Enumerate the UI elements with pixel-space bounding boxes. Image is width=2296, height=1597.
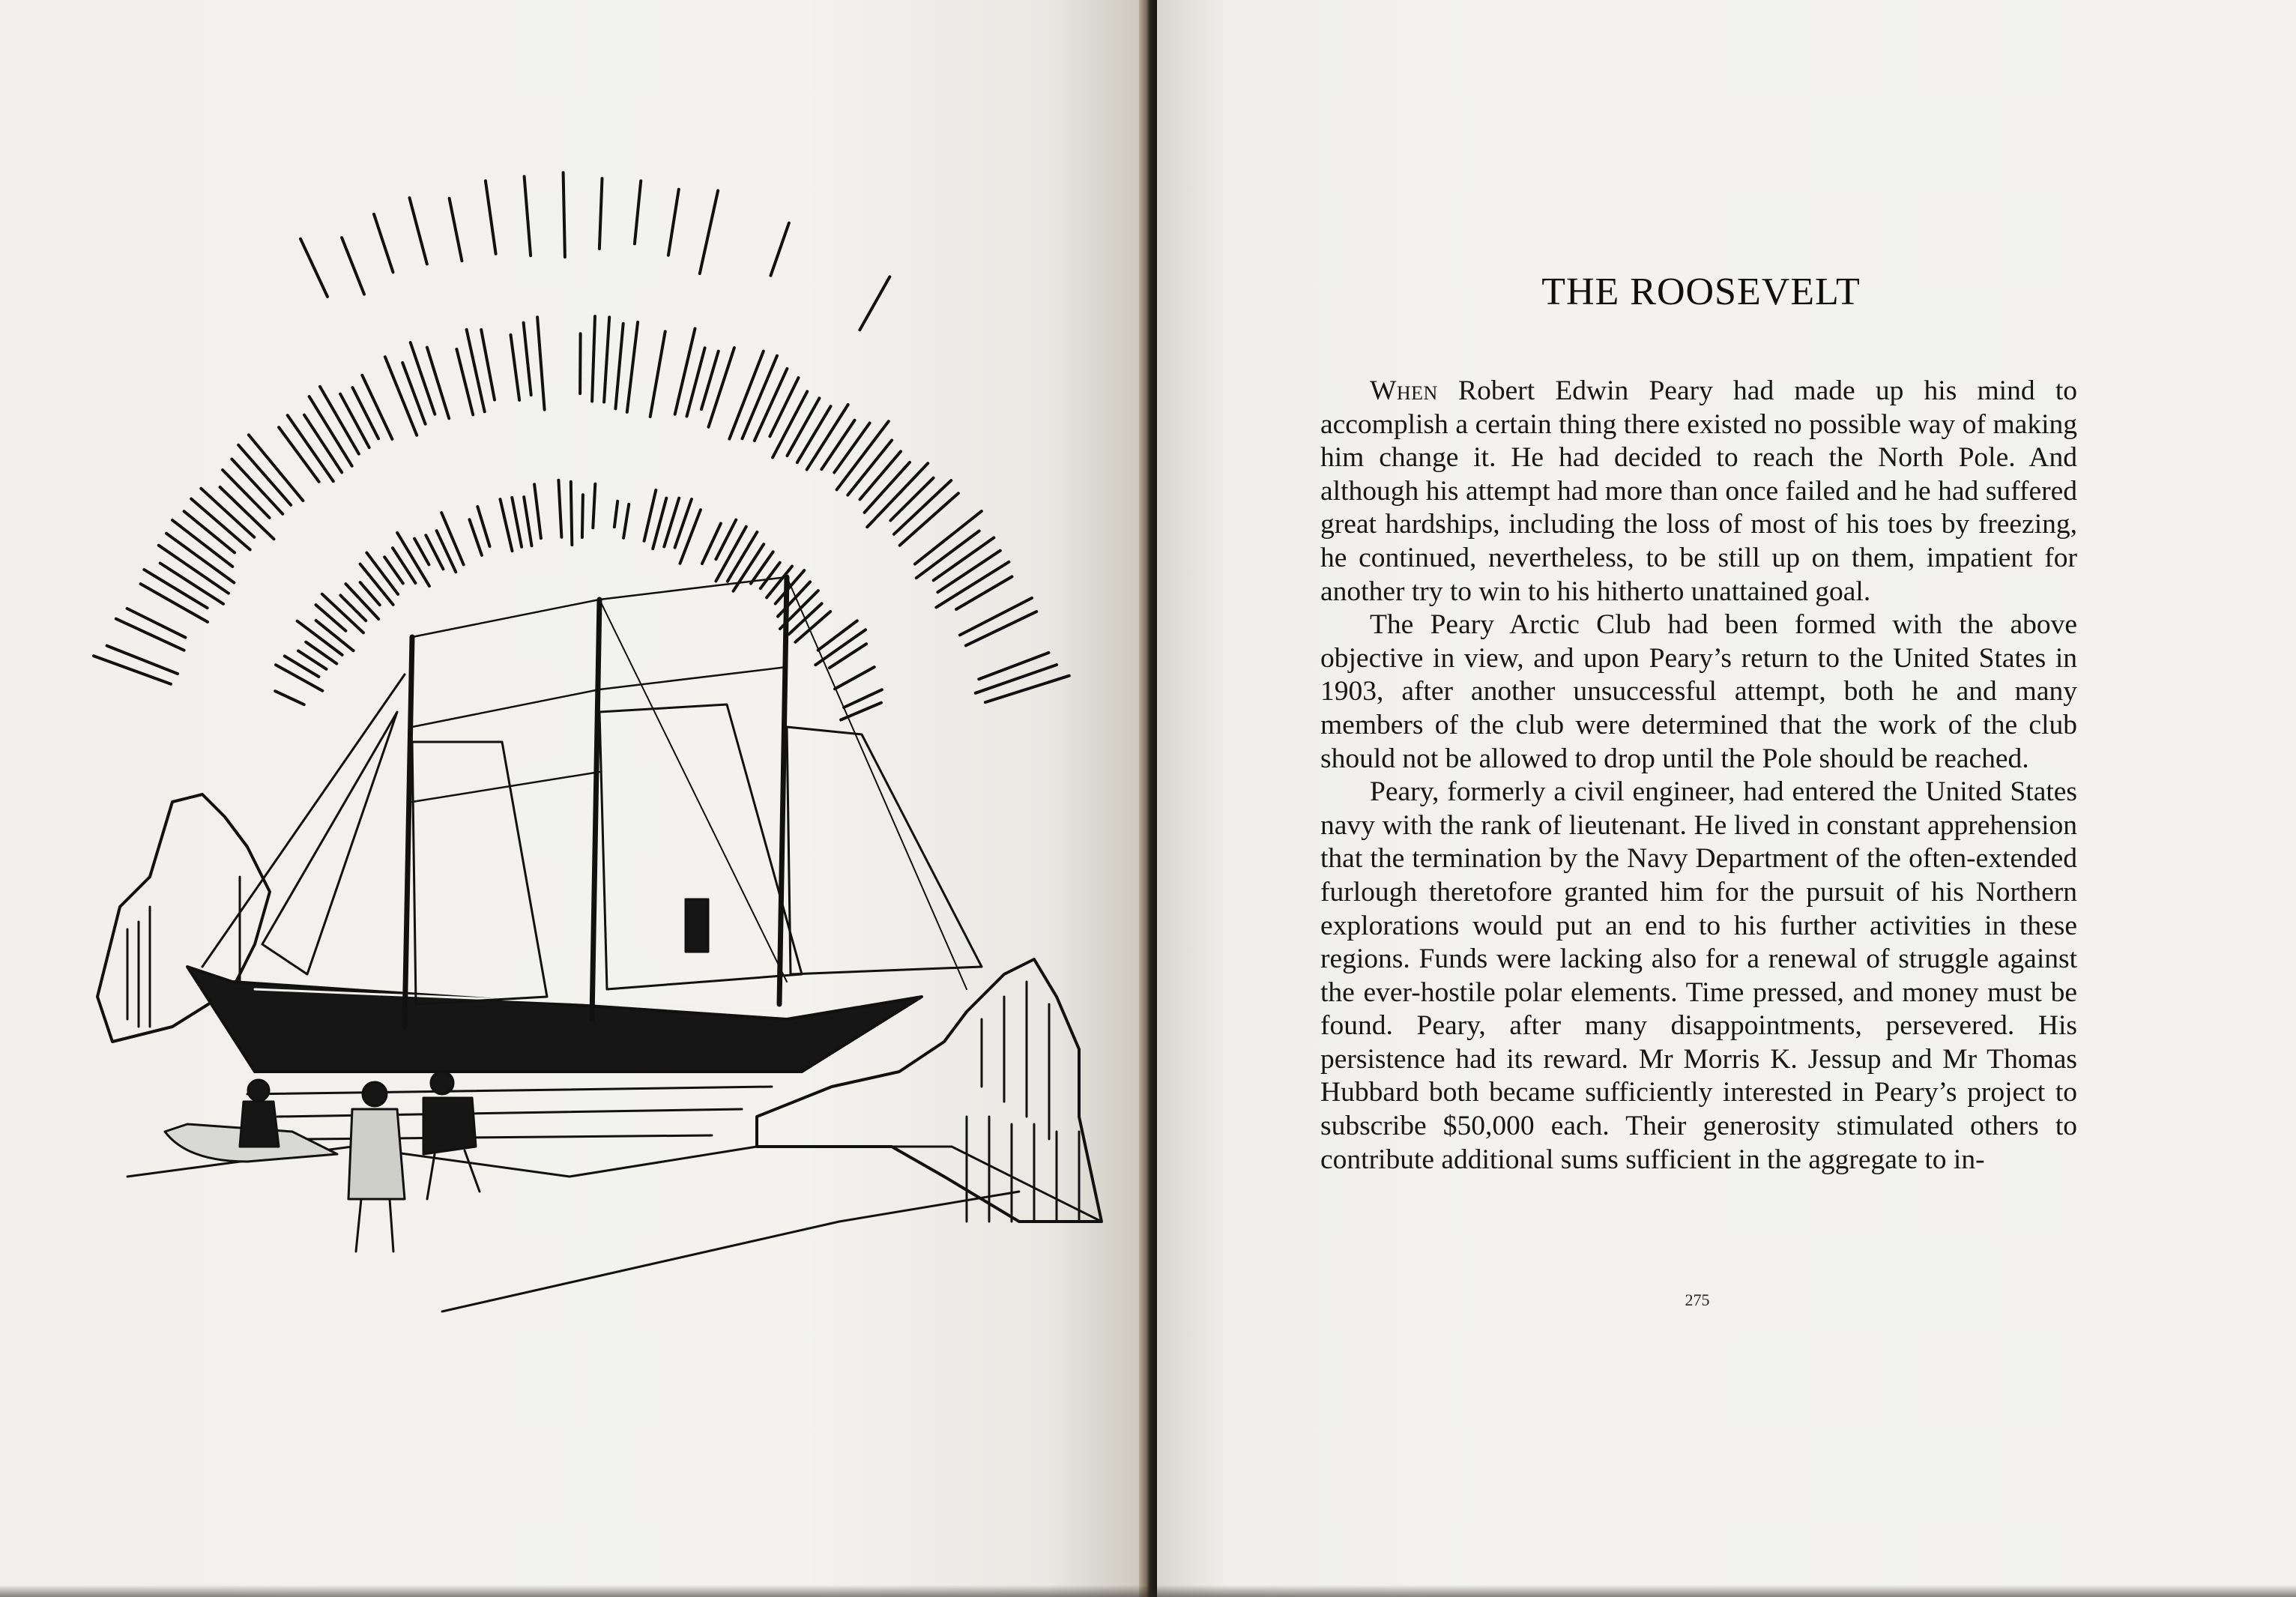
aurora-ray bbox=[411, 342, 435, 414]
aurora-ray bbox=[481, 330, 495, 400]
aurora-ray bbox=[728, 532, 758, 582]
aurora-ray bbox=[778, 582, 810, 616]
aurora-ray bbox=[362, 375, 392, 439]
aurora-ray bbox=[615, 324, 623, 409]
chapter-body bbox=[1320, 375, 2077, 1177]
iceberg-right bbox=[757, 959, 1102, 1222]
aurora-ray bbox=[614, 501, 617, 527]
paragraph-1-first-word: When bbox=[1370, 375, 1438, 406]
aurora-ray bbox=[623, 504, 629, 538]
aurora-ray bbox=[571, 482, 573, 545]
page-number: 275 bbox=[1685, 1290, 1710, 1309]
aurora-ray bbox=[342, 238, 364, 295]
left-page bbox=[0, 0, 1139, 1597]
aurora-ray bbox=[818, 621, 857, 650]
aurora-rays bbox=[94, 172, 1069, 719]
aurora-ray bbox=[477, 507, 489, 546]
aurora-ray bbox=[773, 391, 807, 457]
book-gutter bbox=[1139, 0, 1157, 1597]
aurora-ray bbox=[470, 519, 482, 555]
aurora-ray bbox=[501, 499, 513, 551]
aurora-ray bbox=[524, 323, 531, 395]
illustration-ship-in-ice bbox=[82, 52, 1109, 1326]
aurora-ray bbox=[582, 495, 583, 537]
aurora-ray bbox=[393, 548, 415, 583]
aurora-ray bbox=[360, 564, 393, 605]
aurora-ray bbox=[770, 378, 798, 436]
aurora-ray bbox=[580, 333, 581, 393]
explorers-with-sled bbox=[165, 1072, 480, 1252]
aurora-ray bbox=[835, 667, 874, 689]
paragraph-3: Peary, formerly a civil engineer, had entered the United States navy with the rank of lieutenant. He lived in constant apprehension that the termination by the Navy Department of the often-extended furlough theretofore granted him for the pursuit of his Northern explorations would put an end to his further activities in these regions. Funds were lacking also for a renewal of struggle against the ever-hostile polar elements. Time pressed, and money must be found. Peary, after many disappointments, persevered. His persistence had its reward. Mr Morris K. Jessup and Mr Thomas Hubbard both became sufficiently interested in Peary’s project to subscribe $50,000 each. Their generosity stimulated others to contribute additional sums sufficient in the aggregate to in- bbox=[1320, 776, 2077, 1175]
bottom-edge-shadow bbox=[0, 1585, 2296, 1597]
aurora-ray bbox=[788, 398, 820, 456]
aurora-ray bbox=[890, 478, 933, 521]
aurora-ray bbox=[127, 609, 186, 638]
aurora-ray bbox=[599, 178, 602, 249]
aurora-ray bbox=[279, 427, 319, 482]
aurora-ray bbox=[511, 335, 520, 400]
aurora-ray bbox=[776, 570, 805, 603]
aurora-ray bbox=[956, 577, 1012, 610]
aurora-ray bbox=[450, 199, 462, 261]
aurora-ray bbox=[700, 190, 718, 274]
chapter-title: THE ROOSEVELT bbox=[1541, 271, 1861, 313]
aurora-ray bbox=[797, 406, 831, 462]
aurora-ray bbox=[558, 480, 561, 537]
aurora-ray bbox=[650, 331, 665, 417]
aurora-ray bbox=[524, 497, 531, 546]
aurora-ray bbox=[534, 484, 541, 538]
paragraph-2: The Peary Arctic Club had been formed with the above objective in view, and upon Peary’s return to the United States in 1903, after another unsuccessful attempt, both he and many members of the club were determined that the work of the club should not be allowed to drop until the Pole should be reached. bbox=[1320, 609, 2077, 774]
aurora-ray bbox=[184, 511, 235, 552]
aurora-ray bbox=[537, 317, 545, 409]
aurora-ray bbox=[275, 691, 304, 704]
aurora-ray bbox=[604, 317, 609, 402]
aurora-ray bbox=[304, 415, 342, 473]
aurora-ray bbox=[300, 239, 327, 297]
aurora-ray bbox=[867, 463, 928, 527]
aurora-ray bbox=[456, 349, 473, 415]
aurora-ray bbox=[830, 644, 866, 668]
aurora-ray bbox=[644, 490, 656, 541]
aurora-ray bbox=[860, 277, 889, 330]
aurora-ray bbox=[564, 172, 565, 257]
aurora-ray bbox=[340, 394, 369, 448]
aurora-ray bbox=[316, 621, 354, 650]
aurora-ray bbox=[592, 316, 595, 402]
aurora-ray bbox=[374, 214, 393, 273]
aurora-ray bbox=[834, 423, 869, 473]
aurora-ray bbox=[976, 665, 1057, 693]
aurora-ray bbox=[635, 181, 641, 244]
aurora-ray bbox=[410, 198, 427, 264]
aurora-ray bbox=[821, 420, 854, 470]
aurora-ray bbox=[276, 665, 322, 691]
ship bbox=[187, 577, 982, 1072]
paragraph-1-text: Robert Edwin Peary had made up his mind to accomplish a certain thing there existed no possible way of making him change it. He had decided to reach the North Pole. And although his attempt had more than once failed and he had suffered great hardships, including the loss of most of his toes by freezing, he continued, nevertheless, to be still up on them, impatient for another try to win to his hitherto unattained goal. bbox=[1320, 375, 2077, 607]
aurora-ray bbox=[486, 181, 496, 253]
aurora-ray bbox=[860, 451, 901, 499]
aurora-ray bbox=[94, 656, 171, 684]
aurora-ray bbox=[316, 605, 346, 631]
aurora-ray bbox=[427, 348, 449, 419]
aurora-ray bbox=[680, 510, 701, 564]
aurora-ray bbox=[709, 348, 734, 427]
aurora-ray bbox=[627, 322, 638, 412]
aurora-ray bbox=[755, 369, 788, 441]
aurora-ray bbox=[414, 539, 429, 565]
aurora-ray bbox=[107, 646, 178, 674]
aurora-ray bbox=[966, 612, 1037, 645]
aurora-ray bbox=[593, 484, 595, 528]
aurora-ray bbox=[441, 513, 463, 564]
aurora-ray bbox=[979, 653, 1048, 679]
aurora-ray bbox=[985, 676, 1069, 702]
aurora-ray bbox=[116, 619, 184, 650]
aurora-ray bbox=[734, 544, 764, 591]
aurora-ray bbox=[771, 223, 789, 276]
aurora-ray bbox=[385, 357, 417, 435]
aurora-ray bbox=[512, 498, 522, 547]
aurora-ray bbox=[525, 177, 531, 256]
aurora-ray bbox=[345, 584, 378, 619]
paragraph-1 bbox=[1320, 375, 2077, 609]
aurora-ray bbox=[366, 553, 398, 594]
aurora-ray bbox=[668, 190, 679, 256]
aurora-ray bbox=[353, 387, 379, 438]
